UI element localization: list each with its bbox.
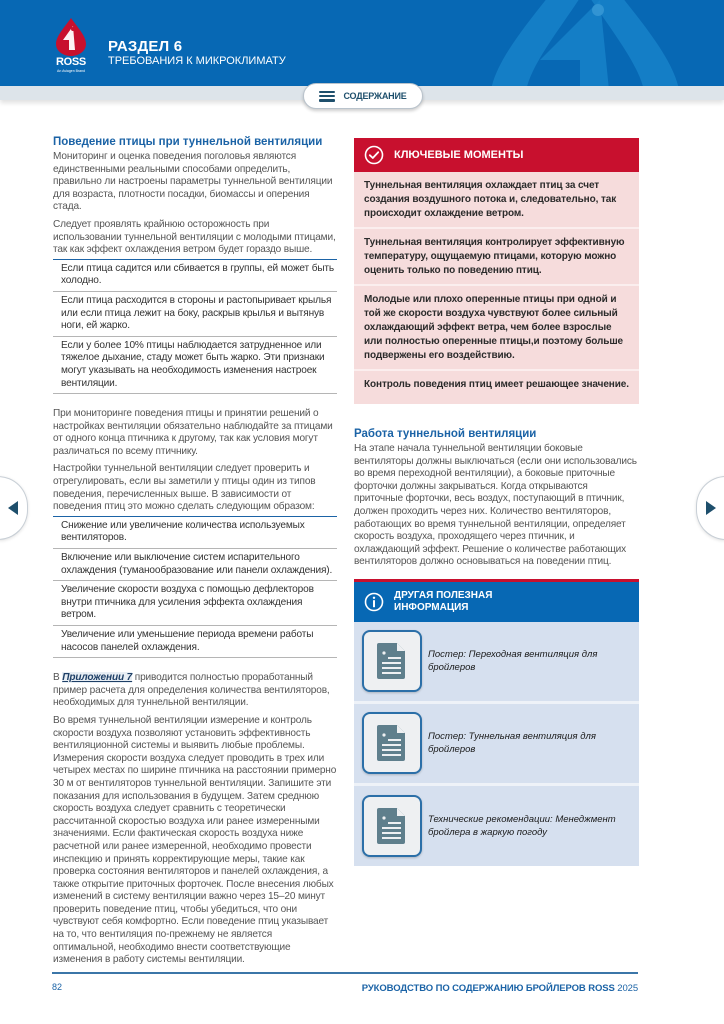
next-page-button[interactable] [696,476,724,540]
page-header [0,0,724,86]
arrow-right-icon [706,501,716,515]
section-heading-operation: Работа туннельной вентиляции [354,428,537,440]
list-item: Если у более 10% птицы наблюдается затрудненное или тяжелое дыхание, стаду может быть жарко. Эти признаки могут указывать на необходимость изменения настроек вентиляции. [53,337,337,394]
arrow-left-icon [8,501,18,515]
contents-button-label: СОДЕРЖАНИЕ [343,91,407,101]
resource-link-tunnel-poster[interactable] [354,704,639,786]
text: В [53,672,63,684]
resource-link-hot-weather[interactable] [354,786,639,866]
document-tile [362,630,422,692]
key-points-box [354,138,639,404]
paragraph: Мониторинг и оценка поведения поголовья являются единственными реальными способами определить, правильно ли настроены параметры туннельной вентиляции для возраста, плотности посадки, биомассы и оперения стада. [53,151,333,213]
list-item: Если птица расходится в стороны и растопыривает крылья или если птица лежит на боку, раскрыв крылья и вытянув ноги, ей жарко. [53,292,337,337]
section-title: ТРЕБОВАНИЯ К МИКРОКЛИМАТУ [108,55,286,67]
info-circle-icon [364,592,384,612]
list-item: Включение или выключение систем испарительного охлаждения (туманообразование или панели охлаждения). [53,549,337,581]
ross-drop-icon [50,16,92,56]
paragraph: Во время туннельной вентиляции измерение и контроль скорости воздуха позволяют установить эффективность вентиляционной системы и выявить любые проблемы. Измерения скорости воздуха следует проводить в трех или четырех местах по ширине птичника на расстоянии примерно 30 м от вентиляторов туннельной вентиляции. Запишите эти показания для использования в будущем. Затем среднюю скорость воздуха следует сравнить с теоретически рассчитанной скоростью воздуха или ранее измеренными значениями. Если фактическая скорость воздуха ниже расчетной или ранее измеренной, необходимо провести инспекцию и принять корректирующие меры, такие как проверка состояния вентиляторов и панелей охлаждения, а также открытие приточных форточек. После внесения любых изменений в систему вентиляции важно через 15–20 минут проверить поведение птиц, чтобы убедиться, что они чувствуют себя комфортно. Если поведение птиц указывает на то, что вентиляция по-прежнему не является оптимальной, необходимо внести соответствующие изменения в работу системы вентиляции. [53,714,337,966]
title-line: ИНФОРМАЦИЯ [394,601,469,613]
list-item: Увеличение или уменьшение периода времени работы насосов панелей охлаждения. [53,626,337,658]
logo-wordmark: ROSS [56,56,86,68]
resource-label: Постер: Туннельная вентиляция для бройлеров [428,731,596,756]
paragraph: Настройки туннельной вентиляции следует проверить и отрегулировать, если вы заметили у птицы один из типов поведения, перечисленных выше. В зависимости от поведения птиц это можно сделать следующим образом: [53,463,337,516]
contents-button[interactable] [303,83,423,109]
title-line: ДРУГАЯ ПОЛЕЗНАЯ [394,590,493,602]
paragraph-appendix [53,672,337,710]
page-number: 82 [52,982,63,992]
key-point: Туннельная вентиляция охлаждает птиц за счет создания воздушного потока и, следовательно, так происходит охлаждение ветром. [354,172,639,229]
key-point: Молодые или плохо оперенные птицы при одной и той же скорости воздуха чувствуют более сильный охлаждающий эффект ветра, чем более взрослые или полностью оперенные птицы,и поэтому больше подвержены его воздействию. [354,286,639,371]
useful-info-header [354,582,639,622]
list-item: Снижение или увеличение количества используемых вентиляторов. [53,517,337,549]
previous-page-button[interactable] [0,476,28,540]
document-icon [377,725,407,761]
key-points-title: КЛЮЧЕВЫЕ МОМЕНТЫ [394,149,524,161]
hamburger-icon [319,91,335,102]
document-icon [377,808,407,844]
watermark-logo-icon [480,0,690,86]
adjustment-actions-list [53,517,337,658]
resource-label: Технические рекомендации: Менеджмент бройлера в жаркую погоду [428,813,616,838]
resource-label: Постер: Переходная вентиляция для бройлеров [428,649,598,674]
appendix-7-link[interactable]: Приложении 7 [62,672,133,684]
useful-info-box [354,579,639,866]
resource-link-transitional-poster[interactable] [354,622,639,704]
text: приводится полностью проработанный пример расчета для определения количества вентиляторов, необходимых для туннельной вентиляции. [53,672,330,709]
key-point: Туннельная вентиляция контролирует эффективную температуру, ощущаемую птицами, которую можно оценить только по поведению птиц. [354,229,639,286]
document-tile [362,712,422,774]
footer-title-text: РУКОВОДСТВО ПО СОДЕРЖАНИЮ БРОЙЛЕРОВ ROSS [361,983,618,994]
behaviour-signs-list [53,260,337,394]
section-number: РАЗДЕЛ 6 [108,38,183,55]
footer-title [362,983,638,994]
useful-info-title [394,590,492,613]
list-item: Если птица садится или сбивается в группы, ей может быть холодно. [53,260,337,292]
paragraph: На этапе начала туннельной вентиляции боковые вентиляторы должны выключаться (если они использовались во время переходной вентиляции), а боковые приточные форточки должны закрываться. Когда открываются приточные форточки, весь воздух, поступающий в птичник, должен проходить через них. Количество вентиляторов, работающих во время туннельной вентиляции, определяет скорость воздуха, проходящего через птичник, и охлаждающий эффект. Решение о количестве работающих вентиляторов должно основываться на поведении птиц. [354,443,637,568]
check-circle-icon [364,145,384,165]
document-tile [362,795,422,857]
footer-year: 2025 [617,983,638,994]
footer-divider [52,972,638,974]
ross-logo [50,16,92,76]
document-icon [377,643,407,679]
right-column [354,138,639,866]
logo-tagline: An Aviagen Brand [57,69,85,73]
key-point: Контроль поведения птиц имеет решающее значение. [364,379,629,390]
paragraph: При мониторинге поведения птицы и принятии решений о настройках вентиляции обязательно наблюдайте за птицами от одного конца птичника к другому, так как условия могут различаться по всему птичнику. [53,408,333,457]
paragraph: Следует проявлять крайнюю осторожность при использовании туннельной вентиляции с молодыми птицами, так как эффект охлаждения ветром будет гораздо выше. [53,219,337,260]
list-item: Увеличение скорости воздуха с помощью дефлекторов внутри птичника для усиления эффекта охлаждения ветром. [53,581,337,626]
key-points-header [354,138,639,172]
left-column [53,136,337,972]
section-heading-behaviour: Поведение птицы при туннельной вентиляции [53,136,323,148]
